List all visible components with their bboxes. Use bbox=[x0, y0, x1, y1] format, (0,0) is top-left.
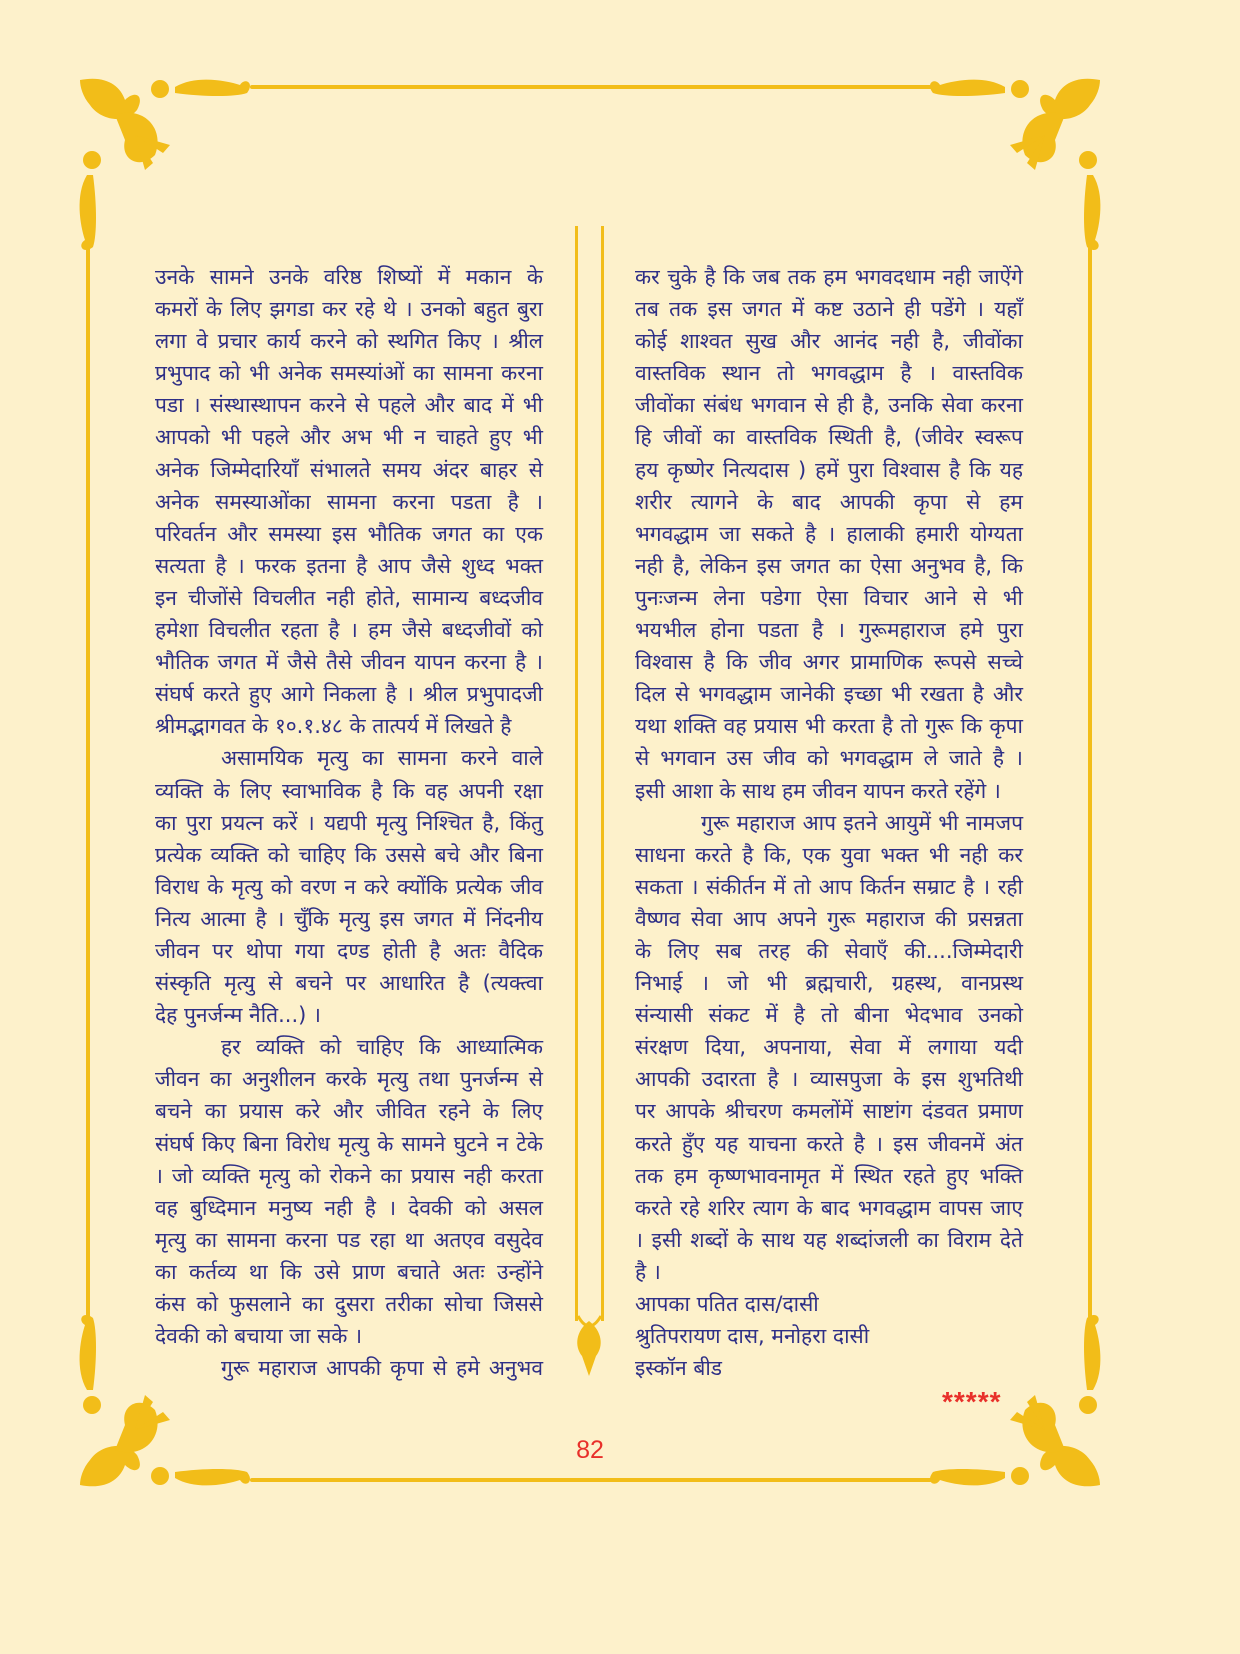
text-line: दिल से भगवद्धाम जानेकी इच्छा भी रखता है और bbox=[635, 682, 1023, 707]
text-line: संघर्ष करते हुए आगे निकला है । श्रील प्रभुपादजी bbox=[155, 682, 543, 707]
text-line: जीवन का अनुशीलन करके मृत्यु तथा पुनर्जन्म से bbox=[155, 1067, 543, 1092]
text-line: हमेशा विचलीत रहता है । हम जैसे बध्दजीवों को bbox=[155, 618, 543, 643]
text-line: आपको भी पहले और अभ भी न चाहते हुए भी bbox=[155, 425, 543, 450]
text-line: कमरों के लिए झगडा कर रहे थे । उनको बहुत बुरा bbox=[155, 297, 543, 322]
text-line: नित्य आत्मा है । चुँकि मृत्यु इस जगत में निंदनीय bbox=[155, 906, 543, 931]
text-line: शरीर त्यागने के बाद आपकी कृपा से हम bbox=[635, 489, 1023, 514]
text-line: का पुरा प्रयत्न करें । यद्यपी मृत्यु निश्चित है, किंतु bbox=[155, 810, 543, 835]
text-line: कर चुके है कि जब तक हम भगवदधाम नही जाऐंगे bbox=[635, 265, 1023, 289]
corner-ornament-top-right bbox=[925, 75, 1105, 255]
bottom-border-line bbox=[250, 1478, 932, 1482]
text-line: जीवन पर थोपा गया दण्ड होती है अतः वैदिक bbox=[155, 938, 543, 963]
text-line: जीवोंका संबंध भगवान से ही है, उनकि सेवा करना bbox=[635, 393, 1023, 418]
text-line: विश्वास है कि जीव अगर प्रामाणिक रूपसे सच्चे bbox=[635, 650, 1023, 675]
text-line: साधना करते है कि, एक युवा भक्त भी नही कर bbox=[635, 842, 1023, 867]
text-line: वह बुध्दिमान मनुष्य नही है । देवकी को असल bbox=[155, 1195, 543, 1220]
text-line: यथा शक्ति वह प्रयास भी करता है तो गुरू कि कृपा bbox=[635, 714, 1023, 739]
text-line: संस्कृति मृत्यु से बचने पर आधारित है (त्यक्त्वा bbox=[155, 971, 543, 996]
text-line: भगवद्धाम जा सकते है । हालाकी हमारी योग्यता bbox=[635, 521, 1023, 546]
text-line: हर व्यक्ति को चाहिए कि आध्यात्मिक bbox=[221, 1035, 543, 1060]
corner-ornament-top-left bbox=[75, 75, 255, 255]
text-line: वैष्णव सेवा आप अपने गुरू महाराज की प्रसन्नता bbox=[635, 906, 1023, 931]
text-line: आपका पतित दास/दासी bbox=[635, 1292, 819, 1316]
text-line: अनेक समस्याओंका सामना करना पडता है । bbox=[155, 489, 543, 514]
page-number: 82 bbox=[576, 1436, 604, 1464]
text-line: से भगवान उस जीव को भगवद्धाम ले जाते है । bbox=[635, 746, 1023, 771]
text-line: व्यक्ति के लिए स्वाभाविक है कि वह अपनी रक्षा bbox=[155, 778, 543, 803]
text-line: कंस को फुसलाने का दुसरा तरीका सोचा जिससे bbox=[155, 1292, 543, 1316]
left-border-line bbox=[86, 238, 90, 1328]
text-line: लगा वे प्रचार कार्य करने को स्थगित किए । श्रील bbox=[155, 329, 543, 354]
text-line: असामयिक मृत्यु का सामना करने वाले bbox=[221, 746, 543, 771]
text-line: देह पुनर्जन्म नैति...) । bbox=[155, 1003, 321, 1028]
text-line: नही है, लेकिन इस जगत का ऐसा अनुभव है, कि bbox=[635, 553, 1023, 578]
text-line: वास्तविक स्थान तो भगवद्धाम है । वास्तविक bbox=[635, 361, 1023, 386]
text-line: बचने का प्रयास करे और जीवित रहने के लिए bbox=[155, 1099, 543, 1124]
text-line: भौतिक जगत में जैसे तैसे जीवन यापन करना है । bbox=[155, 650, 543, 675]
text-line: । जो व्यक्ति मृत्यु को रोकने का प्रयास नही करता bbox=[155, 1163, 543, 1188]
text-line: उनके सामने उनके वरिष्ठ शिष्यों में मकान के bbox=[155, 265, 543, 289]
text-line: गुरू महाराज आपकी कृपा से हमे अनुभव bbox=[221, 1356, 543, 1381]
right-text-column bbox=[635, 261, 1023, 1384]
top-border-line bbox=[250, 85, 932, 89]
text-line: हि जीवों का वास्तविक स्थिती है, (जीवेर स्वरूप bbox=[635, 425, 1023, 450]
text-line: देवकी को बचाया जा सके । bbox=[155, 1324, 363, 1349]
end-mark: ***** bbox=[942, 1386, 1002, 1417]
text-line: गुरू महाराज आप इतने आयुमें भी नामजप bbox=[701, 810, 1023, 835]
text-line: पडा । संस्थास्थापन करने से पहले और बाद में भी bbox=[155, 393, 543, 418]
text-line: इस्कॉन बीड bbox=[635, 1356, 723, 1381]
text-line: तक हम कृष्णभावनामृत में स्थित रहते हुए भक्ति bbox=[635, 1163, 1023, 1188]
text-line: परिवर्तन और समस्या इस भौतिक जगत का एक bbox=[155, 521, 543, 546]
text-line: मृत्यु का सामना करना पड रहा था अतएव वसुदेव bbox=[155, 1227, 543, 1252]
text-line: पर आपके श्रीचरण कमलोंमें साष्टांग दंडवत प्रमाण bbox=[635, 1099, 1023, 1124]
text-line: विराध के मृत्यु को वरण न करे क्योंकि प्रत्येक जीव bbox=[155, 874, 543, 899]
text-line: संरक्षण दिया, अपनाया, सेवा में लगाया यदी bbox=[635, 1035, 1023, 1060]
text-line: सत्यता है । फरक इतना है आप जैसे शुध्द भक्त bbox=[155, 553, 543, 578]
text-line: । इसी शब्दों के साथ यह शब्दांजली का विराम देते bbox=[635, 1227, 1023, 1252]
text-line: का कर्तव्य था कि उसे प्राण बचाते अतः उन्होंने bbox=[155, 1259, 543, 1284]
column-divider bbox=[572, 226, 608, 1386]
text-line: श्रुतिपरायण दास, मनोहरा दासी bbox=[635, 1324, 870, 1349]
text-line: श्रीमद्भागवत के १०.१.४८ के तात्पर्य में लिखते है bbox=[155, 714, 512, 739]
text-line: है । bbox=[635, 1259, 661, 1284]
text-line: सकता । संकीर्तन में तो आप किर्तन सम्राट है । रही bbox=[635, 874, 1023, 899]
text-line: निभाई । जो भी ब्रह्मचारी, ग्रहस्थ, वानप्रस्थ bbox=[635, 971, 1023, 996]
text-line: संघर्ष किए बिना विरोध मृत्यु के सामने घुटने न टेके bbox=[155, 1131, 543, 1156]
text-line: के लिए सब तरह की सेवाएँ की....जिम्मेदारी bbox=[635, 938, 1023, 963]
text-line: तब तक इस जगत में कष्ट उठाने ही पडेंगे । यहाँ bbox=[635, 297, 1023, 322]
text-line: पुनःजन्म लेना पडेगा ऐसा विचार आने से भी bbox=[635, 585, 1023, 610]
text-line: कोई शाश्वत सुख और आनंद नही है, जीवोंका bbox=[635, 329, 1023, 354]
text-line: करते हुँए यह याचना करते है । इस जीवनमें अंत bbox=[635, 1131, 1023, 1156]
right-border-line bbox=[1088, 238, 1092, 1328]
text-line: इन चीजोंसे विचलीत नही होते, सामान्य बध्दजीव bbox=[155, 585, 543, 610]
text-line: भयभील होना पडता है । गुरूमहाराज हमे पुरा bbox=[635, 618, 1023, 643]
text-line: प्रभुपाद को भी अनेक समस्यांओं का सामना करना bbox=[155, 361, 543, 386]
text-line: हय कृष्णेर नित्यदास ) हमें पुरा विश्वास है कि यह bbox=[635, 457, 1023, 482]
text-line: संन्यासी संकट में है तो बीना भेदभाव उनको bbox=[635, 1003, 1023, 1028]
text-line: अनेक जिम्मेदारियाँ संभालते समय अंदर बाहर से bbox=[155, 457, 543, 482]
text-line: करते रहे शरिर त्याग के बाद भगवद्धाम वापस जाए bbox=[635, 1195, 1023, 1220]
text-line: प्रत्येक व्यक्ति को चाहिए कि उससे बचे और बिना bbox=[155, 842, 543, 867]
text-line: इसी आशा के साथ हम जीवन यापन करते रहेंगे । bbox=[635, 778, 1001, 803]
text-line: आपकी उदारता है । व्यासपुजा के इस शुभतिथी bbox=[635, 1067, 1023, 1092]
left-text-column bbox=[155, 261, 543, 1384]
